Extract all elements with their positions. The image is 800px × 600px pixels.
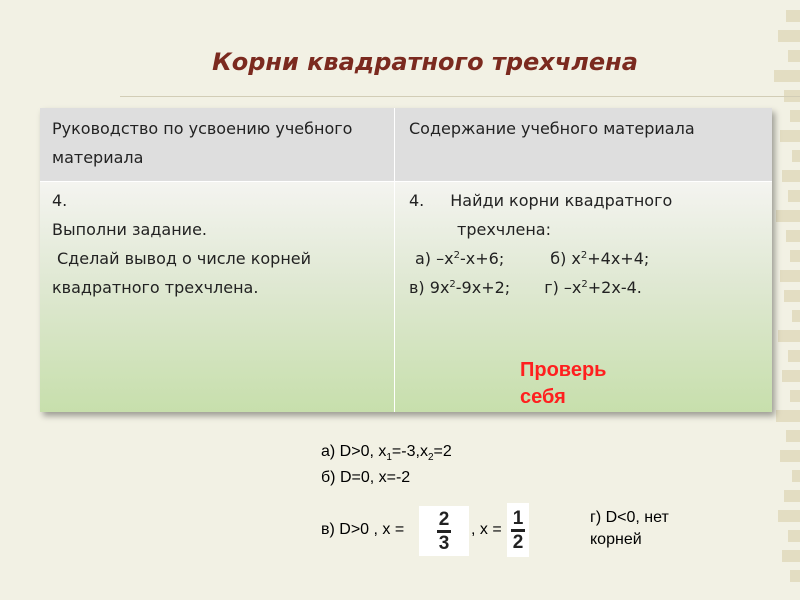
- answer-g-line: г) D<0, нет: [590, 509, 669, 526]
- answer-b: б) D=0, x=-2: [321, 469, 411, 486]
- check-yourself-label: [520, 357, 606, 411]
- answer-v-prefix: в) D>0 , x =: [321, 521, 405, 538]
- check-line: себя: [520, 386, 566, 408]
- task-line: [409, 186, 758, 215]
- fraction-numerator: 1: [512, 507, 524, 529]
- check-line: Проверь: [520, 359, 607, 381]
- slide-title: Корни квадратного трехчлена: [212, 48, 638, 76]
- fraction-image: [507, 503, 529, 557]
- fraction-numerator: 2: [438, 508, 450, 530]
- header-right-text: Содержание учебного материала: [409, 119, 695, 138]
- item-b: б) $x^2+4x+4$;: [550, 249, 650, 268]
- task-line: трехчлена:: [457, 220, 551, 239]
- guidance-number: 4.: [52, 191, 68, 210]
- guidance-cell: [40, 182, 395, 412]
- answer-a: а) D>0, $x_1=-3,x_2=2$: [321, 443, 452, 463]
- table-header-right: [395, 108, 772, 182]
- guidance-line: Выполни задание.: [52, 220, 207, 239]
- item-a: а) $-x^2-x+6$;: [415, 249, 505, 268]
- header-left-line: Руководство по усвоению учебного: [52, 119, 353, 138]
- answer-g: [590, 507, 669, 551]
- decorative-stripes: [770, 0, 800, 600]
- table-header-left: [40, 108, 395, 182]
- header-left-line: материала: [52, 148, 144, 167]
- task-text: Найди корни квадратного: [450, 191, 673, 210]
- task-items-row: [409, 244, 758, 273]
- answer-v-mid: , x =: [471, 521, 502, 538]
- guidance-line: квадратного трехчлена.: [52, 278, 259, 297]
- title-divider: [120, 96, 800, 97]
- task-number: 4.: [409, 191, 425, 210]
- fraction-denominator: 3: [438, 532, 450, 554]
- answer-g-line: корней: [590, 531, 642, 548]
- task-items-row: [409, 273, 758, 302]
- fraction-image: [419, 506, 469, 556]
- item-g: г) $-x^2+2x-4$.: [544, 278, 642, 297]
- item-v: в) $9x^2-9x+2$;: [409, 278, 511, 297]
- fraction-denominator: 2: [512, 531, 524, 553]
- guidance-line: Сделай вывод о числе корней: [57, 249, 312, 268]
- lesson-table: [40, 108, 772, 412]
